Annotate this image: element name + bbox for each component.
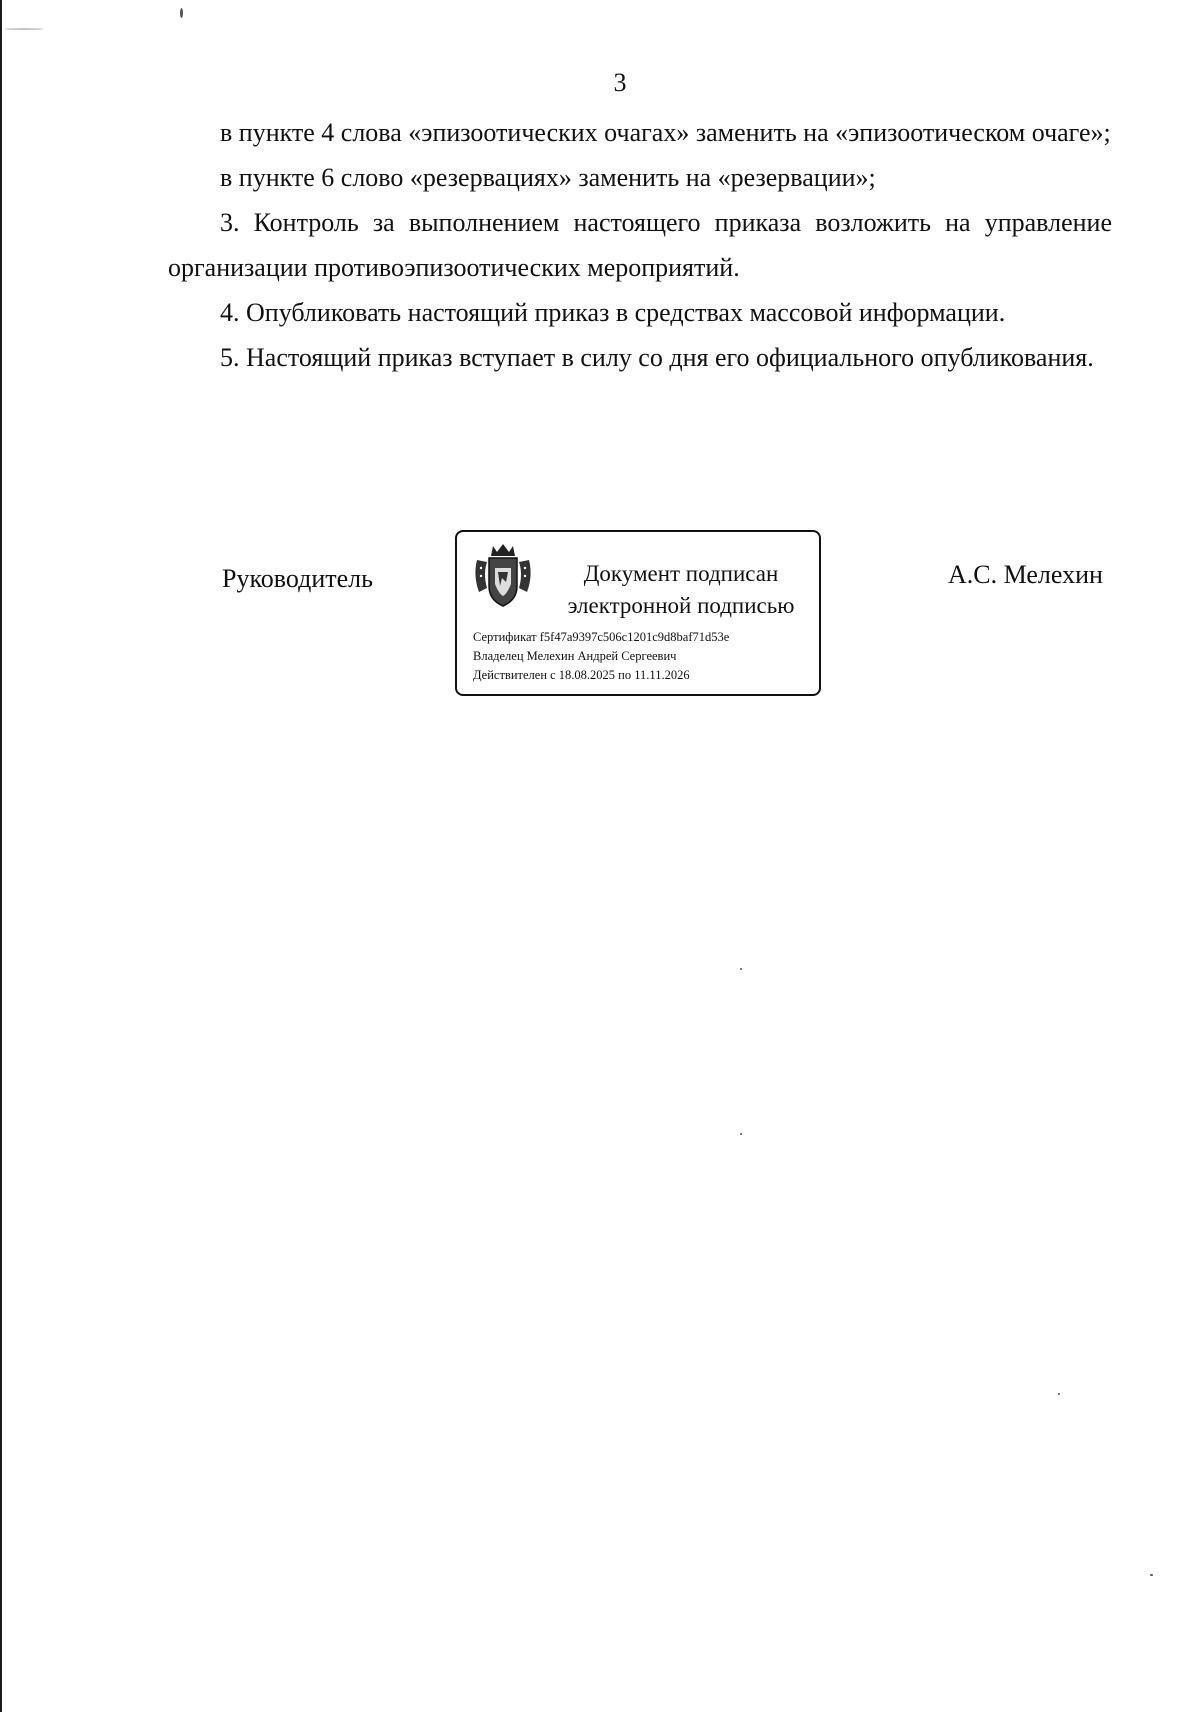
paragraph-2: в пункте 6 слово «резервациях» заменить на «резервации»; bbox=[220, 163, 876, 192]
scan-speck bbox=[740, 968, 742, 970]
scan-speck bbox=[740, 1133, 742, 1135]
paragraph-1: в пункте 4 слова «эпизоотических очагах» заменить на «эпизоотическом очаге»; bbox=[220, 118, 1111, 147]
scan-speck bbox=[4, 28, 44, 30]
coat-of-arms-icon bbox=[471, 542, 535, 612]
stamp-validity: Действителен с 18.08.2025 по 11.11.2026 bbox=[473, 668, 690, 682]
paragraph-3: 3. Контроль за выполнением настоящего приказа возложить на управление организации противоэпизоотических мероприятий. bbox=[168, 208, 1112, 282]
stamp-certificate: Сертификат f5f47a9397c506c1201c9d8baf71d53e bbox=[473, 630, 730, 644]
paragraph-4: 4. Опубликовать настоящий приказ в средствах массовой информации. bbox=[220, 298, 1006, 327]
stamp-title-line-2: электронной подписью bbox=[567, 593, 795, 618]
scan-speck bbox=[1058, 1393, 1060, 1395]
stamp-title-line-1: Документ подписан bbox=[583, 561, 779, 586]
document-body bbox=[168, 110, 1112, 380]
stamp-details bbox=[473, 628, 729, 685]
signature-block bbox=[0, 530, 1200, 700]
stamp-title bbox=[549, 558, 813, 622]
scan-edge bbox=[0, 0, 2, 1712]
scan-speck bbox=[180, 8, 183, 18]
signer-name: А.С. Мелехин bbox=[948, 560, 1103, 589]
page-number: 3 bbox=[613, 68, 627, 97]
scan-speck bbox=[1150, 1574, 1153, 1576]
stamp-owner: Владелец Мелехин Андрей Сергеевич bbox=[473, 649, 677, 663]
electronic-signature-stamp bbox=[455, 530, 821, 696]
paragraph-5: 5. Настоящий приказ вступает в силу со дня его официального опубликования. bbox=[220, 343, 1094, 372]
signer-role: Руководитель bbox=[222, 564, 373, 593]
